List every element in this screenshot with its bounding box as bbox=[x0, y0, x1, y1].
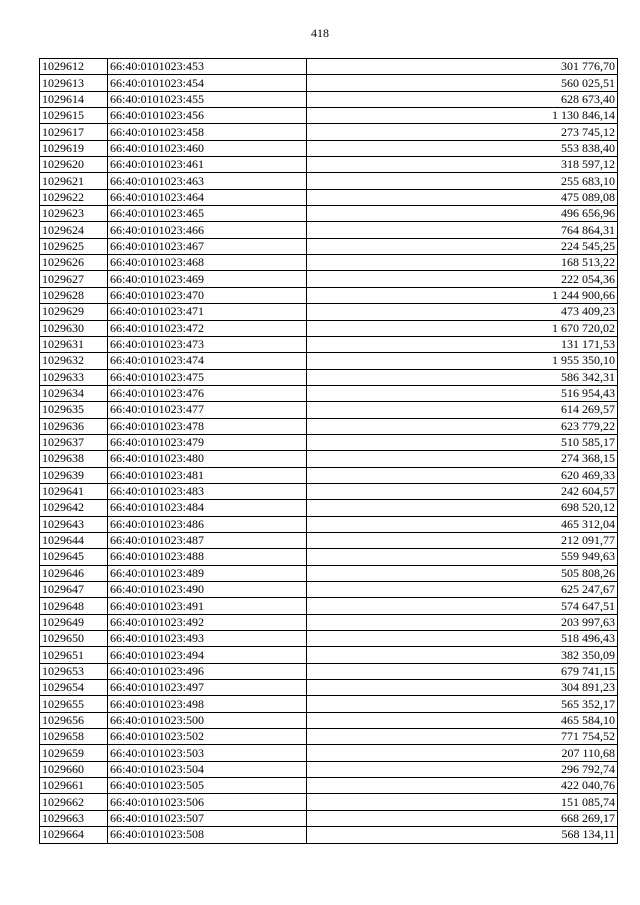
cadastral-value-cell: 1 955 350,10 bbox=[307, 353, 618, 369]
record-id-cell: 1029629 bbox=[40, 304, 108, 320]
cadastral-number-cell: 66:40:0101023:472 bbox=[108, 320, 307, 336]
record-id-cell: 1029654 bbox=[40, 680, 108, 696]
record-id-cell: 1029641 bbox=[40, 483, 108, 499]
cadastral-number-cell: 66:40:0101023:473 bbox=[108, 336, 307, 352]
cadastral-value-cell: 1 670 720,02 bbox=[307, 320, 618, 336]
table-row bbox=[40, 255, 618, 271]
cadastral-number-cell: 66:40:0101023:455 bbox=[108, 91, 307, 107]
record-id-cell: 1029656 bbox=[40, 712, 108, 728]
record-id-cell: 1029612 bbox=[40, 59, 108, 75]
cadastral-number-cell: 66:40:0101023:475 bbox=[108, 369, 307, 385]
cadastral-number-cell: 66:40:0101023:466 bbox=[108, 222, 307, 238]
cadastral-number-cell: 66:40:0101023:484 bbox=[108, 500, 307, 516]
cadastral-value-cell: 242 604,57 bbox=[307, 483, 618, 499]
cadastral-value-cell: 274 368,15 bbox=[307, 451, 618, 467]
record-id-cell: 1029646 bbox=[40, 565, 108, 581]
table-row bbox=[40, 729, 618, 745]
cadastral-number-cell: 66:40:0101023:508 bbox=[108, 827, 307, 843]
cadastral-number-cell: 66:40:0101023:488 bbox=[108, 549, 307, 565]
table-row bbox=[40, 516, 618, 532]
cadastral-value-cell: 304 891,23 bbox=[307, 680, 618, 696]
cadastral-value-cell: 628 673,40 bbox=[307, 91, 618, 107]
cadastral-value-cell: 518 496,43 bbox=[307, 631, 618, 647]
cadastral-number-cell: 66:40:0101023:507 bbox=[108, 810, 307, 826]
cadastral-value-cell: 698 520,12 bbox=[307, 500, 618, 516]
table-row bbox=[40, 483, 618, 499]
record-id-cell: 1029660 bbox=[40, 761, 108, 777]
cadastral-number-cell: 66:40:0101023:497 bbox=[108, 680, 307, 696]
cadastral-value-cell: 565 352,17 bbox=[307, 696, 618, 712]
record-id-cell: 1029662 bbox=[40, 794, 108, 810]
table-row bbox=[40, 222, 618, 238]
record-id-cell: 1029651 bbox=[40, 647, 108, 663]
cadastral-number-cell: 66:40:0101023:467 bbox=[108, 238, 307, 254]
cadastral-number-cell: 66:40:0101023:494 bbox=[108, 647, 307, 663]
table-row bbox=[40, 353, 618, 369]
record-id-cell: 1029638 bbox=[40, 451, 108, 467]
table-row bbox=[40, 761, 618, 777]
cadastral-value-cell: 465 312,04 bbox=[307, 516, 618, 532]
record-id-cell: 1029635 bbox=[40, 402, 108, 418]
cadastral-value-cell: 771 754,52 bbox=[307, 729, 618, 745]
cadastral-number-cell: 66:40:0101023:477 bbox=[108, 402, 307, 418]
cadastral-number-cell: 66:40:0101023:479 bbox=[108, 434, 307, 450]
cadastral-number-cell: 66:40:0101023:487 bbox=[108, 532, 307, 548]
table-row bbox=[40, 206, 618, 222]
table-row bbox=[40, 467, 618, 483]
record-id-cell: 1029624 bbox=[40, 222, 108, 238]
table-row bbox=[40, 304, 618, 320]
cadastral-number-cell: 66:40:0101023:483 bbox=[108, 483, 307, 499]
table-row bbox=[40, 647, 618, 663]
cadastral-value-cell: 553 838,40 bbox=[307, 140, 618, 156]
cadastral-value-cell: 505 808,26 bbox=[307, 565, 618, 581]
record-id-cell: 1029655 bbox=[40, 696, 108, 712]
table-row bbox=[40, 238, 618, 254]
cadastral-value-cell: 222 054,36 bbox=[307, 271, 618, 287]
table-row bbox=[40, 434, 618, 450]
cadastral-value-cell: 318 597,12 bbox=[307, 157, 618, 173]
table-row bbox=[40, 59, 618, 75]
cadastral-number-cell: 66:40:0101023:500 bbox=[108, 712, 307, 728]
registry-table bbox=[39, 58, 618, 844]
cadastral-value-cell: 560 025,51 bbox=[307, 75, 618, 91]
table-row bbox=[40, 745, 618, 761]
record-id-cell: 1029613 bbox=[40, 75, 108, 91]
cadastral-number-cell: 66:40:0101023:503 bbox=[108, 745, 307, 761]
cadastral-number-cell: 66:40:0101023:505 bbox=[108, 778, 307, 794]
table-row bbox=[40, 614, 618, 630]
record-id-cell: 1029661 bbox=[40, 778, 108, 794]
record-id-cell: 1029637 bbox=[40, 434, 108, 450]
record-id-cell: 1029634 bbox=[40, 385, 108, 401]
table-row bbox=[40, 157, 618, 173]
table-row bbox=[40, 124, 618, 140]
record-id-cell: 1029621 bbox=[40, 173, 108, 189]
cadastral-number-cell: 66:40:0101023:460 bbox=[108, 140, 307, 156]
cadastral-value-cell: 296 792,74 bbox=[307, 761, 618, 777]
cadastral-number-cell: 66:40:0101023:469 bbox=[108, 271, 307, 287]
record-id-cell: 1029622 bbox=[40, 189, 108, 205]
cadastral-value-cell: 465 584,10 bbox=[307, 712, 618, 728]
record-id-cell: 1029614 bbox=[40, 91, 108, 107]
page-number: 418 bbox=[311, 26, 329, 40]
cadastral-number-cell: 66:40:0101023:490 bbox=[108, 582, 307, 598]
table-row bbox=[40, 173, 618, 189]
table-row bbox=[40, 827, 618, 843]
record-id-cell: 1029632 bbox=[40, 353, 108, 369]
cadastral-number-cell: 66:40:0101023:476 bbox=[108, 385, 307, 401]
cadastral-number-cell: 66:40:0101023:492 bbox=[108, 614, 307, 630]
cadastral-number-cell: 66:40:0101023:461 bbox=[108, 157, 307, 173]
cadastral-value-cell: 203 997,63 bbox=[307, 614, 618, 630]
cadastral-value-cell: 625 247,67 bbox=[307, 582, 618, 598]
record-id-cell: 1029620 bbox=[40, 157, 108, 173]
record-id-cell: 1029650 bbox=[40, 631, 108, 647]
record-id-cell: 1029653 bbox=[40, 663, 108, 679]
table-row bbox=[40, 810, 618, 826]
table-row bbox=[40, 418, 618, 434]
cadastral-value-cell: 301 776,70 bbox=[307, 59, 618, 75]
table-row bbox=[40, 565, 618, 581]
record-id-cell: 1029636 bbox=[40, 418, 108, 434]
cadastral-number-cell: 66:40:0101023:489 bbox=[108, 565, 307, 581]
cadastral-value-cell: 620 469,33 bbox=[307, 467, 618, 483]
cadastral-number-cell: 66:40:0101023:470 bbox=[108, 287, 307, 303]
cadastral-number-cell: 66:40:0101023:458 bbox=[108, 124, 307, 140]
record-id-cell: 1029625 bbox=[40, 238, 108, 254]
cadastral-value-cell: 568 134,11 bbox=[307, 827, 618, 843]
cadastral-value-cell: 510 585,17 bbox=[307, 434, 618, 450]
table-row bbox=[40, 598, 618, 614]
cadastral-number-cell: 66:40:0101023:481 bbox=[108, 467, 307, 483]
cadastral-value-cell: 475 089,08 bbox=[307, 189, 618, 205]
cadastral-number-cell: 66:40:0101023:453 bbox=[108, 59, 307, 75]
table-row bbox=[40, 778, 618, 794]
table-row bbox=[40, 696, 618, 712]
cadastral-number-cell: 66:40:0101023:478 bbox=[108, 418, 307, 434]
record-id-cell: 1029663 bbox=[40, 810, 108, 826]
cadastral-number-cell: 66:40:0101023:474 bbox=[108, 353, 307, 369]
cadastral-value-cell: 668 269,17 bbox=[307, 810, 618, 826]
record-id-cell: 1029623 bbox=[40, 206, 108, 222]
table-row bbox=[40, 500, 618, 516]
table-row bbox=[40, 402, 618, 418]
table-row bbox=[40, 140, 618, 156]
table-row bbox=[40, 680, 618, 696]
record-id-cell: 1029642 bbox=[40, 500, 108, 516]
table-row bbox=[40, 287, 618, 303]
cadastral-number-cell: 66:40:0101023:463 bbox=[108, 173, 307, 189]
table-row bbox=[40, 549, 618, 565]
cadastral-value-cell: 207 110,68 bbox=[307, 745, 618, 761]
record-id-cell: 1029627 bbox=[40, 271, 108, 287]
table-row bbox=[40, 663, 618, 679]
cadastral-value-cell: 764 864,31 bbox=[307, 222, 618, 238]
cadastral-value-cell: 614 269,57 bbox=[307, 402, 618, 418]
record-id-cell: 1029628 bbox=[40, 287, 108, 303]
record-id-cell: 1029615 bbox=[40, 108, 108, 124]
cadastral-number-cell: 66:40:0101023:465 bbox=[108, 206, 307, 222]
cadastral-value-cell: 1 244 900,66 bbox=[307, 287, 618, 303]
cadastral-number-cell: 66:40:0101023:456 bbox=[108, 108, 307, 124]
cadastral-value-cell: 1 130 846,14 bbox=[307, 108, 618, 124]
table-row bbox=[40, 532, 618, 548]
table-row bbox=[40, 712, 618, 728]
cadastral-number-cell: 66:40:0101023:506 bbox=[108, 794, 307, 810]
cadastral-value-cell: 382 350,09 bbox=[307, 647, 618, 663]
cadastral-number-cell: 66:40:0101023:471 bbox=[108, 304, 307, 320]
cadastral-value-cell: 516 954,43 bbox=[307, 385, 618, 401]
table-row bbox=[40, 91, 618, 107]
cadastral-number-cell: 66:40:0101023:468 bbox=[108, 255, 307, 271]
cadastral-value-cell: 224 545,25 bbox=[307, 238, 618, 254]
cadastral-value-cell: 496 656,96 bbox=[307, 206, 618, 222]
cadastral-value-cell: 586 342,31 bbox=[307, 369, 618, 385]
record-id-cell: 1029633 bbox=[40, 369, 108, 385]
cadastral-value-cell: 273 745,12 bbox=[307, 124, 618, 140]
cadastral-value-cell: 151 085,74 bbox=[307, 794, 618, 810]
cadastral-value-cell: 212 091,77 bbox=[307, 532, 618, 548]
table-row bbox=[40, 385, 618, 401]
cadastral-value-cell: 574 647,51 bbox=[307, 598, 618, 614]
record-id-cell: 1029644 bbox=[40, 532, 108, 548]
record-id-cell: 1029639 bbox=[40, 467, 108, 483]
cadastral-value-cell: 168 513,22 bbox=[307, 255, 618, 271]
record-id-cell: 1029619 bbox=[40, 140, 108, 156]
registry-table-body bbox=[40, 59, 618, 844]
record-id-cell: 1029648 bbox=[40, 598, 108, 614]
cadastral-number-cell: 66:40:0101023:496 bbox=[108, 663, 307, 679]
record-id-cell: 1029645 bbox=[40, 549, 108, 565]
cadastral-value-cell: 131 171,53 bbox=[307, 336, 618, 352]
cadastral-number-cell: 66:40:0101023:502 bbox=[108, 729, 307, 745]
cadastral-value-cell: 255 683,10 bbox=[307, 173, 618, 189]
table-row bbox=[40, 631, 618, 647]
table-row bbox=[40, 320, 618, 336]
record-id-cell: 1029647 bbox=[40, 582, 108, 598]
table-row bbox=[40, 108, 618, 124]
table-row bbox=[40, 582, 618, 598]
record-id-cell: 1029649 bbox=[40, 614, 108, 630]
cadastral-number-cell: 66:40:0101023:493 bbox=[108, 631, 307, 647]
cadastral-number-cell: 66:40:0101023:464 bbox=[108, 189, 307, 205]
record-id-cell: 1029658 bbox=[40, 729, 108, 745]
cadastral-number-cell: 66:40:0101023:486 bbox=[108, 516, 307, 532]
cadastral-value-cell: 679 741,15 bbox=[307, 663, 618, 679]
cadastral-value-cell: 623 779,22 bbox=[307, 418, 618, 434]
record-id-cell: 1029626 bbox=[40, 255, 108, 271]
cadastral-number-cell: 66:40:0101023:480 bbox=[108, 451, 307, 467]
table-row bbox=[40, 189, 618, 205]
table-row bbox=[40, 75, 618, 91]
record-id-cell: 1029659 bbox=[40, 745, 108, 761]
table-row bbox=[40, 794, 618, 810]
record-id-cell: 1029617 bbox=[40, 124, 108, 140]
cadastral-number-cell: 66:40:0101023:504 bbox=[108, 761, 307, 777]
cadastral-number-cell: 66:40:0101023:491 bbox=[108, 598, 307, 614]
record-id-cell: 1029630 bbox=[40, 320, 108, 336]
cadastral-value-cell: 422 040,76 bbox=[307, 778, 618, 794]
table-row bbox=[40, 271, 618, 287]
record-id-cell: 1029643 bbox=[40, 516, 108, 532]
record-id-cell: 1029631 bbox=[40, 336, 108, 352]
table-row bbox=[40, 336, 618, 352]
table-row bbox=[40, 369, 618, 385]
cadastral-number-cell: 66:40:0101023:498 bbox=[108, 696, 307, 712]
cadastral-value-cell: 473 409,23 bbox=[307, 304, 618, 320]
cadastral-number-cell: 66:40:0101023:454 bbox=[108, 75, 307, 91]
table-row bbox=[40, 451, 618, 467]
cadastral-value-cell: 559 949,63 bbox=[307, 549, 618, 565]
record-id-cell: 1029664 bbox=[40, 827, 108, 843]
